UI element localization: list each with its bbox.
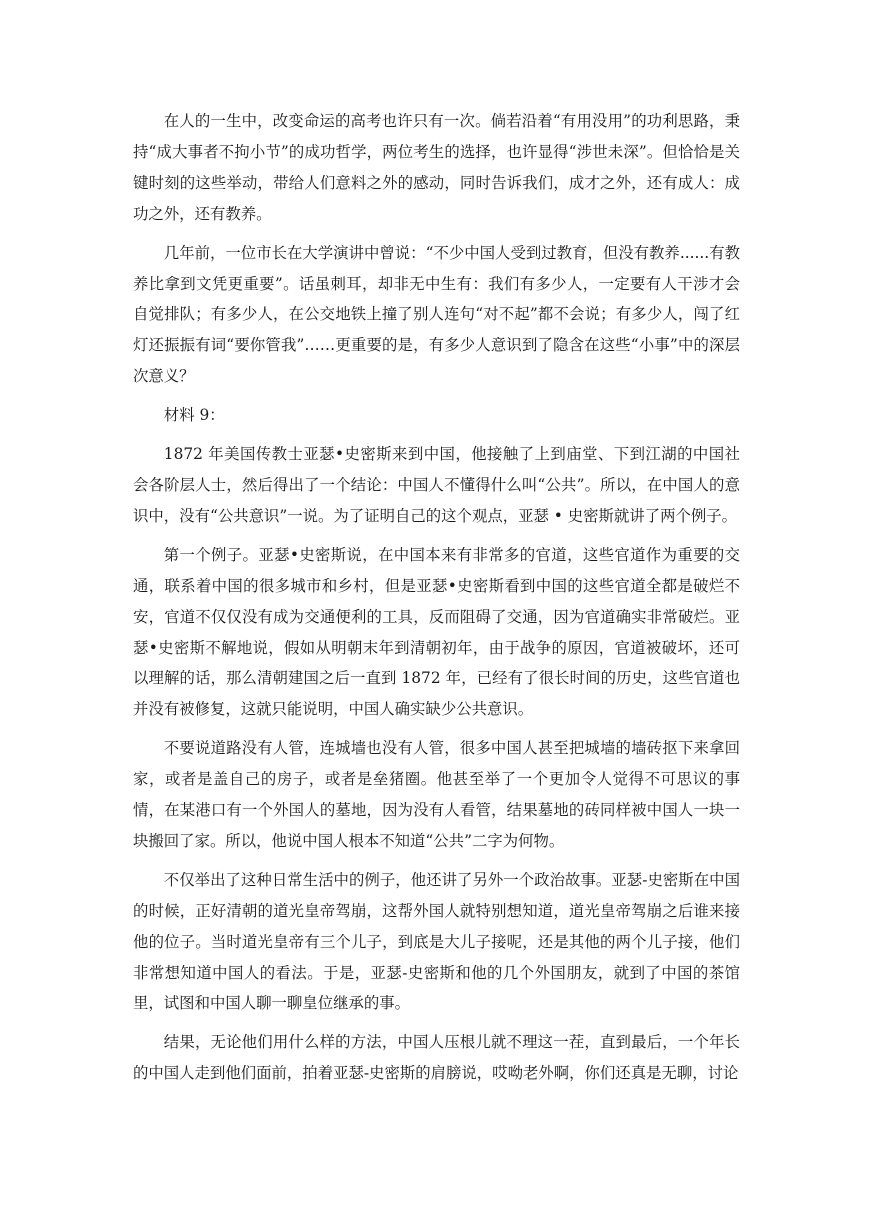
paragraph: 几年前，一位市长在大学演讲中曾说：“不少中国人受到过教育，但没有教养......有教养比拿到文凭更重要”。话虽刺耳，却非无中生有：我们有多少人，一定要有人干涉才会自觉排队；有多少人，在公交地铁上撞了别人连句“对不起”都不会说；有多少人，闯了红灯还振振有词“要你管我”……更重要的是，有多少人意识到了隐含在这些“小事”中的深层次意义？ <box>133 243 740 386</box>
material-label: 材料 9： <box>163 406 225 425</box>
paragraph: 1872 年美国传教士亚瑟•史密斯来到中国，他接触了上到庙堂、下到江湖的中国社会各阶层人士，然后得出了一个结论：中国人不懂得什么叫“公共”。所以，在中国人的意识中，没有“公共意识”一说。为了证明自己的这个观点，亚瑟 • 史密斯就讲了两个例子。 <box>133 445 740 525</box>
paragraph: 在人的一生中，改变命运的高考也许只有一次。倘若沿着“有用没用”的功利思路，秉持“成大事者不拘小节”的成功哲学，两位考生的选择，也许显得“涉世未深”。但恰恰是关键时刻的这些举动，带给人们意料之外的感动，同时告诉我们，成才之外，还有成人：成功之外，还有教养。 <box>133 112 740 223</box>
paragraph: 结果，无论他们用什么样的方法，中国人压根儿就不理这一茬，直到最后，一个年长的中国人走到他们面前，拍着亚瑟-史密斯的肩膀说，哎呦老外啊，你们还真是无聊，讨论 <box>133 1033 740 1083</box>
document-body <box>133 106 740 1097</box>
paragraph: 不仅举出了这种日常生活中的例子，他还讲了另外一个政治故事。亚瑟-史密斯在中国的时候，正好清朝的道光皇帝驾崩，这帮外国人就特别想知道，道光皇帝驾崩之后谁来接他的位子。当时道光皇帝有三个儿子，到底是大儿子接呢，还是其他的两个儿子接，他们非常想知道中国人的看法。于是，亚瑟-史密斯和他的几个外国朋友，就到了中国的茶馆里，试图和中国人聊一聊皇位继承的事。 <box>133 870 740 1013</box>
paragraph: 第一个例子。亚瑟•史密斯说，在中国本来有非常多的官道，这些官道作为重要的交通，联系着中国的很多城市和乡村，但是亚瑟•史密斯看到中国的这些官道全都是破烂不安，官道不仅仅没有成为交通便利的工具，反而阻碍了交通，因为官道确实非常破烂。亚瑟•史密斯不解地说，假如从明朝末年到清朝初年，由于战争的原因，官道被破坏，还可以理解的话，那么清朝建国之后一直到 1872 年，已经有了很长时间的历史，这些官道也并没有被修复，这就只能说明，中国人确实缺少公共意识。 <box>133 545 740 719</box>
paragraph: 不要说道路没有人管，连城墙也没有人管，很多中国人甚至把城墙的墙砖抠下来拿回家，或者是盖自己的房子，或者是垒猪圈。他甚至举了一个更加令人觉得不可思议的事情，在某港口有一个外国人的墓地，因为没有人看管，结果墓地的砖同样被中国人一块一块搬回了家。所以，他说中国人根本不知道“公共”二字为何物。 <box>133 739 740 850</box>
